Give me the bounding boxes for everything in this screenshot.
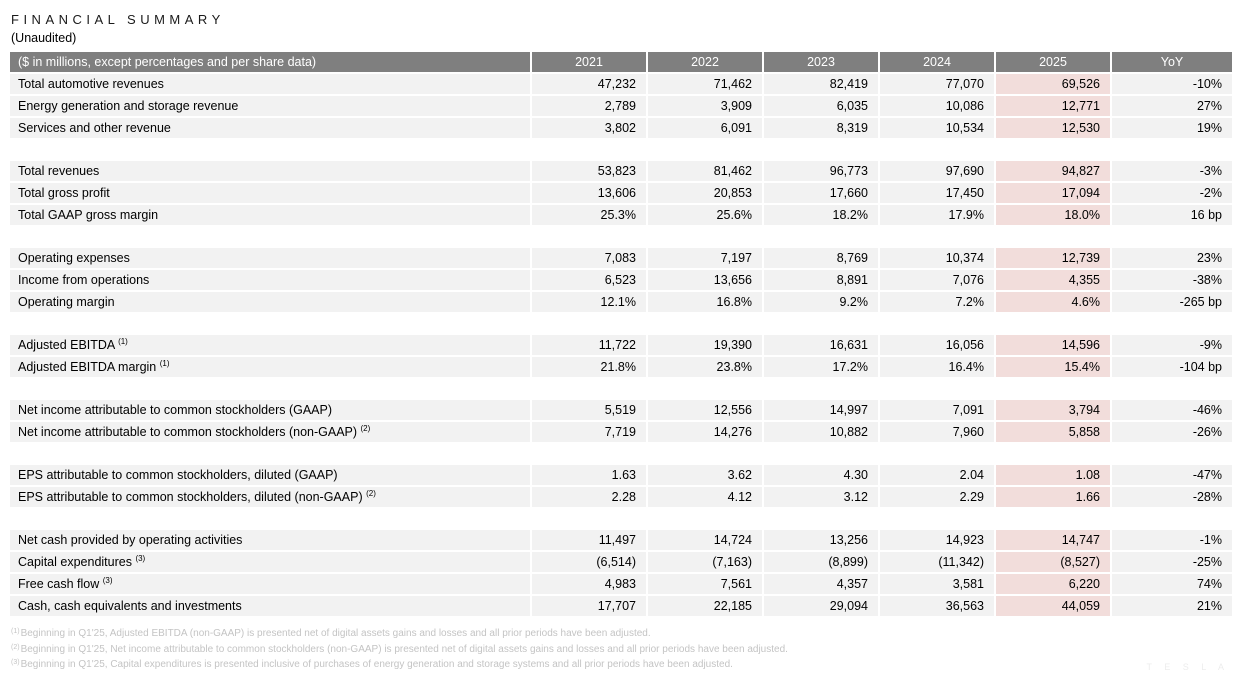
footnote: $^{(1)}$Beginning in Q1'25, Adjusted EBITDA (non-GAAP) is presented net of digital assets gains and losses and all prior periods have been adjusted.	[11, 628, 651, 639]
table-row	[10, 270, 1232, 290]
value-cell-2022: 20,853	[648, 183, 762, 203]
value-cell-yoy: 27%	[1112, 96, 1232, 116]
value-cell-2023: 4.30	[764, 465, 878, 485]
row-label: Net income attributable to common stockholders (GAAP)	[10, 400, 530, 420]
spacer-cell	[532, 314, 646, 333]
footnote-marker: (2)	[360, 424, 371, 433]
table-row	[10, 574, 1232, 594]
value-cell-2024: 36,563	[880, 596, 994, 616]
row-label: EPS attributable to common stockholders, diluted (non-GAAP) $^{(2)}$	[10, 487, 530, 507]
row-label: Net cash provided by operating activities	[10, 530, 530, 550]
value-cell-2024: 17,450	[880, 183, 994, 203]
value-cell-2022: 25.6%	[648, 205, 762, 225]
value-cell-yoy: -10%	[1112, 74, 1232, 94]
value-cell-2021: (6,514)	[532, 552, 646, 572]
row-label: Total GAAP gross margin	[10, 205, 530, 225]
footnote: $^{(2)}$Beginning in Q1'25, Net income attributable to common stockholders (non-GAAP) is presented net of digital assets gains and losses and all prior periods have been adjusted.	[11, 643, 788, 655]
spacer-cell	[880, 379, 994, 398]
table-row	[10, 465, 1232, 485]
column-header-2021: 2021	[532, 52, 646, 72]
value-cell-2023: 3.12	[764, 487, 878, 507]
table-row	[10, 596, 1232, 616]
value-cell-yoy: -47%	[1112, 465, 1232, 485]
row-label: Energy generation and storage revenue	[10, 96, 530, 116]
spacer-cell	[996, 509, 1110, 528]
value-cell-2022: 14,276	[648, 422, 762, 442]
footnote-marker: (2)	[366, 489, 376, 498]
footnote-marker: (3)	[102, 576, 113, 585]
value-cell-yoy: -2%	[1112, 183, 1232, 203]
spacer-cell	[10, 227, 530, 246]
value-cell-2024: 7.2%	[880, 292, 994, 312]
value-cell-2022: 22,185	[648, 596, 762, 616]
value-cell-2025: 3,794	[996, 400, 1110, 420]
value-cell-2023: 13,256	[764, 530, 878, 550]
column-header-2024: 2024	[880, 52, 994, 72]
spacer-cell	[880, 444, 994, 463]
value-cell-yoy: 23%	[1112, 248, 1232, 268]
value-cell-yoy: -26%	[1112, 422, 1232, 442]
value-cell-yoy: -38%	[1112, 270, 1232, 290]
value-cell-2024: 10,374	[880, 248, 994, 268]
spacer-cell	[1112, 227, 1232, 246]
value-cell-yoy: -265 bp	[1112, 292, 1232, 312]
value-cell-2024: 7,091	[880, 400, 994, 420]
spacer-cell	[10, 140, 530, 159]
spacer-cell	[532, 509, 646, 528]
value-cell-yoy: -104 bp	[1112, 357, 1232, 377]
spacer-cell	[10, 379, 530, 398]
value-cell-2023: 4,357	[764, 574, 878, 594]
spacer-cell	[1112, 509, 1232, 528]
value-cell-2021: 1.63	[532, 465, 646, 485]
spacer-cell	[10, 444, 530, 463]
row-label: Capital expenditures $^{(3)}$	[10, 552, 530, 572]
row-label: Free cash flow $^{(3)}$	[10, 574, 530, 594]
row-label: Net income attributable to common stockholders (non-GAAP) $^{(2)}$	[10, 422, 530, 442]
value-cell-2022: 6,091	[648, 118, 762, 138]
value-cell-2022: 7,197	[648, 248, 762, 268]
section-spacer-row	[10, 140, 1232, 159]
table-row	[10, 422, 1232, 442]
value-cell-2025: 18.0%	[996, 205, 1110, 225]
value-cell-2023: 82,419	[764, 74, 878, 94]
spacer-cell	[996, 140, 1110, 159]
value-cell-2024: 7,960	[880, 422, 994, 442]
value-cell-2023: 16,631	[764, 335, 878, 355]
value-cell-2021: 7,719	[532, 422, 646, 442]
value-cell-2024: 16,056	[880, 335, 994, 355]
row-label: Total gross profit	[10, 183, 530, 203]
value-cell-2025: 12,530	[996, 118, 1110, 138]
footnote-marker: (3)	[11, 659, 20, 666]
table-row	[10, 96, 1232, 116]
spacer-cell	[532, 140, 646, 159]
section-spacer-row	[10, 314, 1232, 333]
footnotes	[11, 625, 1232, 672]
table-row	[10, 118, 1232, 138]
section-spacer-row	[10, 444, 1232, 463]
value-cell-2023: 9.2%	[764, 292, 878, 312]
table-row	[10, 183, 1232, 203]
value-cell-2021: 11,497	[532, 530, 646, 550]
value-cell-yoy: -1%	[1112, 530, 1232, 550]
table-row	[10, 205, 1232, 225]
value-cell-2021: 3,802	[532, 118, 646, 138]
column-header-yoy: YoY	[1112, 52, 1232, 72]
value-cell-2022: (7,163)	[648, 552, 762, 572]
value-cell-2023: 17.2%	[764, 357, 878, 377]
value-cell-2022: 81,462	[648, 161, 762, 181]
value-cell-2023: 8,891	[764, 270, 878, 290]
table-row	[10, 248, 1232, 268]
spacer-cell	[648, 379, 762, 398]
table-row	[10, 400, 1232, 420]
value-cell-yoy: -9%	[1112, 335, 1232, 355]
value-cell-2025: 14,747	[996, 530, 1110, 550]
row-label: Services and other revenue	[10, 118, 530, 138]
spacer-cell	[648, 140, 762, 159]
value-cell-2023: 8,769	[764, 248, 878, 268]
spacer-cell	[532, 227, 646, 246]
value-cell-2023: 17,660	[764, 183, 878, 203]
value-cell-2021: 25.3%	[532, 205, 646, 225]
spacer-cell	[996, 379, 1110, 398]
page-title: FINANCIAL SUMMARY	[11, 12, 225, 27]
value-cell-2024: 16.4%	[880, 357, 994, 377]
value-cell-2024: 2.04	[880, 465, 994, 485]
value-cell-2024: 10,086	[880, 96, 994, 116]
table-header-row	[10, 52, 1232, 72]
value-cell-2022: 7,561	[648, 574, 762, 594]
value-cell-yoy: -25%	[1112, 552, 1232, 572]
value-cell-2025: 17,094	[996, 183, 1110, 203]
spacer-cell	[1112, 379, 1232, 398]
value-cell-2025: 69,526	[996, 74, 1110, 94]
spacer-cell	[764, 140, 878, 159]
value-cell-yoy: 16 bp	[1112, 205, 1232, 225]
value-cell-2024: (11,342)	[880, 552, 994, 572]
value-cell-2021: 2.28	[532, 487, 646, 507]
row-label: Adjusted EBITDA $^{(1)}$	[10, 335, 530, 355]
value-cell-2021: 47,232	[532, 74, 646, 94]
value-cell-2021: 2,789	[532, 96, 646, 116]
spacer-cell	[1112, 140, 1232, 159]
value-cell-2022: 71,462	[648, 74, 762, 94]
value-cell-2025: 14,596	[996, 335, 1110, 355]
value-cell-yoy: -3%	[1112, 161, 1232, 181]
table-row	[10, 161, 1232, 181]
value-cell-2025: 6,220	[996, 574, 1110, 594]
value-cell-2021: 6,523	[532, 270, 646, 290]
value-cell-2022: 3.62	[648, 465, 762, 485]
value-cell-2021: 7,083	[532, 248, 646, 268]
footnote-marker: (3)	[135, 554, 146, 563]
page-subtitle: (Unaudited)	[11, 31, 77, 45]
spacer-cell	[880, 140, 994, 159]
value-cell-2022: 3,909	[648, 96, 762, 116]
value-cell-2022: 23.8%	[648, 357, 762, 377]
spacer-cell	[764, 227, 878, 246]
value-cell-2024: 3,581	[880, 574, 994, 594]
spacer-cell	[880, 509, 994, 528]
spacer-cell	[10, 314, 530, 333]
value-cell-yoy: 19%	[1112, 118, 1232, 138]
value-cell-2024: 17.9%	[880, 205, 994, 225]
spacer-cell	[764, 314, 878, 333]
spacer-cell	[1112, 314, 1232, 333]
value-cell-2021: 11,722	[532, 335, 646, 355]
spacer-cell	[648, 509, 762, 528]
spacer-cell	[1112, 444, 1232, 463]
spacer-cell	[10, 509, 530, 528]
value-cell-2025: 44,059	[996, 596, 1110, 616]
spacer-cell	[532, 379, 646, 398]
table-row	[10, 292, 1232, 312]
value-cell-2024: 97,690	[880, 161, 994, 181]
value-cell-2023: 29,094	[764, 596, 878, 616]
section-spacer-row	[10, 379, 1232, 398]
value-cell-2025: (8,527)	[996, 552, 1110, 572]
table-row	[10, 552, 1232, 572]
value-cell-2021: 17,707	[532, 596, 646, 616]
value-cell-2025: 1.08	[996, 465, 1110, 485]
section-spacer-row	[10, 227, 1232, 246]
spacer-cell	[880, 314, 994, 333]
value-cell-2025: 5,858	[996, 422, 1110, 442]
value-cell-2023: 96,773	[764, 161, 878, 181]
table-row	[10, 335, 1232, 355]
column-header-2025: 2025	[996, 52, 1110, 72]
spacer-cell	[996, 444, 1110, 463]
value-cell-yoy: -46%	[1112, 400, 1232, 420]
value-cell-2022: 4.12	[648, 487, 762, 507]
value-cell-yoy: -28%	[1112, 487, 1232, 507]
value-cell-2023: (8,899)	[764, 552, 878, 572]
value-cell-2021: 53,823	[532, 161, 646, 181]
row-label: Total automotive revenues	[10, 74, 530, 94]
table-row	[10, 530, 1232, 550]
value-cell-2022: 16.8%	[648, 292, 762, 312]
table-row	[10, 357, 1232, 377]
value-cell-2025: 4,355	[996, 270, 1110, 290]
footnote-marker: (1)	[11, 628, 20, 635]
value-cell-2024: 7,076	[880, 270, 994, 290]
value-cell-2022: 14,724	[648, 530, 762, 550]
spacer-cell	[648, 227, 762, 246]
financial-summary-table	[8, 50, 1234, 618]
value-cell-2021: 4,983	[532, 574, 646, 594]
value-cell-2024: 14,923	[880, 530, 994, 550]
value-cell-yoy: 21%	[1112, 596, 1232, 616]
row-label: Operating expenses	[10, 248, 530, 268]
value-cell-2025: 12,739	[996, 248, 1110, 268]
value-cell-2022: 13,656	[648, 270, 762, 290]
value-cell-2025: 4.6%	[996, 292, 1110, 312]
footnote-marker: (2)	[11, 643, 20, 651]
spacer-cell	[996, 227, 1110, 246]
table-header-label: ($ in millions, except percentages and per share data)	[10, 52, 530, 72]
value-cell-2025: 1.66	[996, 487, 1110, 507]
spacer-cell	[764, 509, 878, 528]
spacer-cell	[764, 444, 878, 463]
table-row	[10, 74, 1232, 94]
value-cell-2021: 5,519	[532, 400, 646, 420]
value-cell-2023: 6,035	[764, 96, 878, 116]
value-cell-2023: 14,997	[764, 400, 878, 420]
value-cell-2022: 19,390	[648, 335, 762, 355]
footnote: $^{(3)}$Beginning in Q1'25, Capital expenditures is presented inclusive of purchases of energy generation and storage systems and all prior periods have been adjusted.	[11, 659, 733, 670]
value-cell-2021: 12.1%	[532, 292, 646, 312]
value-cell-2024: 2.29	[880, 487, 994, 507]
value-cell-2025: 12,771	[996, 96, 1110, 116]
value-cell-2023: 8,319	[764, 118, 878, 138]
value-cell-2025: 15.4%	[996, 357, 1110, 377]
row-label: Adjusted EBITDA margin $^{(1)}$	[10, 357, 530, 377]
value-cell-2024: 77,070	[880, 74, 994, 94]
spacer-cell	[648, 444, 762, 463]
value-cell-2021: 21.8%	[532, 357, 646, 377]
footnote-marker: (1)	[159, 359, 170, 368]
spacer-cell	[996, 314, 1110, 333]
section-spacer-row	[10, 509, 1232, 528]
table-row	[10, 487, 1232, 507]
row-label: EPS attributable to common stockholders, diluted (GAAP)	[10, 465, 530, 485]
value-cell-2023: 10,882	[764, 422, 878, 442]
value-cell-2023: 18.2%	[764, 205, 878, 225]
value-cell-2025: 94,827	[996, 161, 1110, 181]
row-label: Total revenues	[10, 161, 530, 181]
row-label: Operating margin	[10, 292, 530, 312]
tesla-watermark: T E S L A	[1146, 662, 1229, 672]
footnote-marker: (1)	[118, 337, 128, 346]
spacer-cell	[648, 314, 762, 333]
value-cell-yoy: 74%	[1112, 574, 1232, 594]
value-cell-2021: 13,606	[532, 183, 646, 203]
spacer-cell	[764, 379, 878, 398]
column-header-2023: 2023	[764, 52, 878, 72]
value-cell-2024: 10,534	[880, 118, 994, 138]
spacer-cell	[880, 227, 994, 246]
row-label: Income from operations	[10, 270, 530, 290]
spacer-cell	[532, 444, 646, 463]
column-header-2022: 2022	[648, 52, 762, 72]
value-cell-2022: 12,556	[648, 400, 762, 420]
row-label: Cash, cash equivalents and investments	[10, 596, 530, 616]
